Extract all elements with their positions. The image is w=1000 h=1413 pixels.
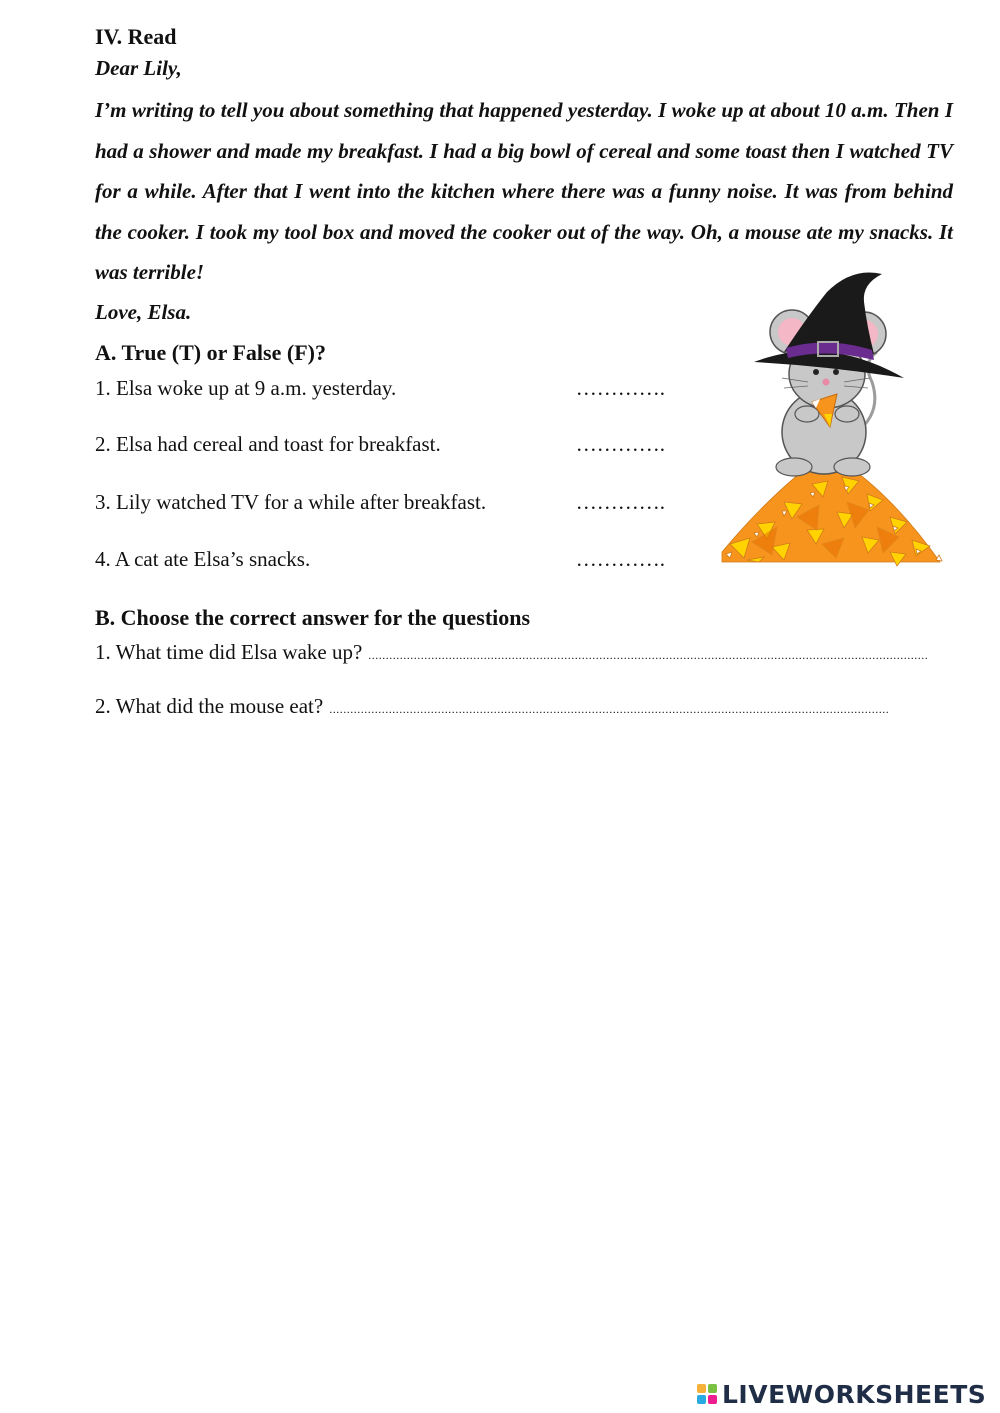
tf-statement: 3. Lily watched TV for a while after breakfast. xyxy=(95,490,487,514)
tf-item xyxy=(95,432,665,457)
part-b-title: B. Choose the correct answer for the questions xyxy=(95,605,531,630)
tf-statement: 4. A cat ate Elsa’s snacks. xyxy=(95,547,311,571)
tf-item xyxy=(95,490,665,515)
tf-answer-blank[interactable]: …………. xyxy=(575,376,665,400)
question-item xyxy=(95,640,950,665)
question-text: 1. What time did Elsa wake up? xyxy=(95,640,363,664)
letter-signoff: Love, Elsa. xyxy=(95,300,192,324)
question-text: 2. What did the mouse eat? xyxy=(95,694,324,718)
liveworksheets-logo-icon xyxy=(696,1383,718,1405)
letter-body: I’m writing to tell you about something that happened yesterday. I woke up at about 10 a.m. Then I had a shower and made my breakfast. I had a big bowl of cereal and some toast then I watched TV for a while. After that I went into the kitchen where there was a funny noise. It was from behind the cooker. I took my tool box and moved the cooker out of the way. Oh, a mouse ate my snacks. It was terrible! xyxy=(95,98,953,284)
tf-statement: 2. Elsa had cereal and toast for breakfast. xyxy=(95,432,441,456)
tf-item xyxy=(95,547,665,572)
tf-answer-blank[interactable]: …………. xyxy=(575,432,665,456)
question-item xyxy=(95,694,950,719)
brand-name: LIVEWORKSHEETS xyxy=(722,1379,987,1409)
answer-blank[interactable]: ................................................................................................................................................................ xyxy=(329,702,890,716)
letter-greeting: Dear Lily, xyxy=(95,56,182,80)
answer-blank[interactable]: ................................................................................................................................................................ xyxy=(368,648,929,662)
tf-statement: 1. Elsa woke up at 9 a.m. yesterday. xyxy=(95,376,397,400)
tf-answer-blank[interactable]: …………. xyxy=(575,547,665,571)
section-heading: IV. Read xyxy=(95,24,177,49)
part-a-title: A. True (T) or False (F)? xyxy=(95,340,326,365)
mouse-witch-hat-candy-corn-icon xyxy=(712,262,947,582)
tf-answer-blank[interactable]: …………. xyxy=(575,490,665,514)
tf-item xyxy=(95,376,665,401)
brand-footer xyxy=(696,1378,986,1410)
